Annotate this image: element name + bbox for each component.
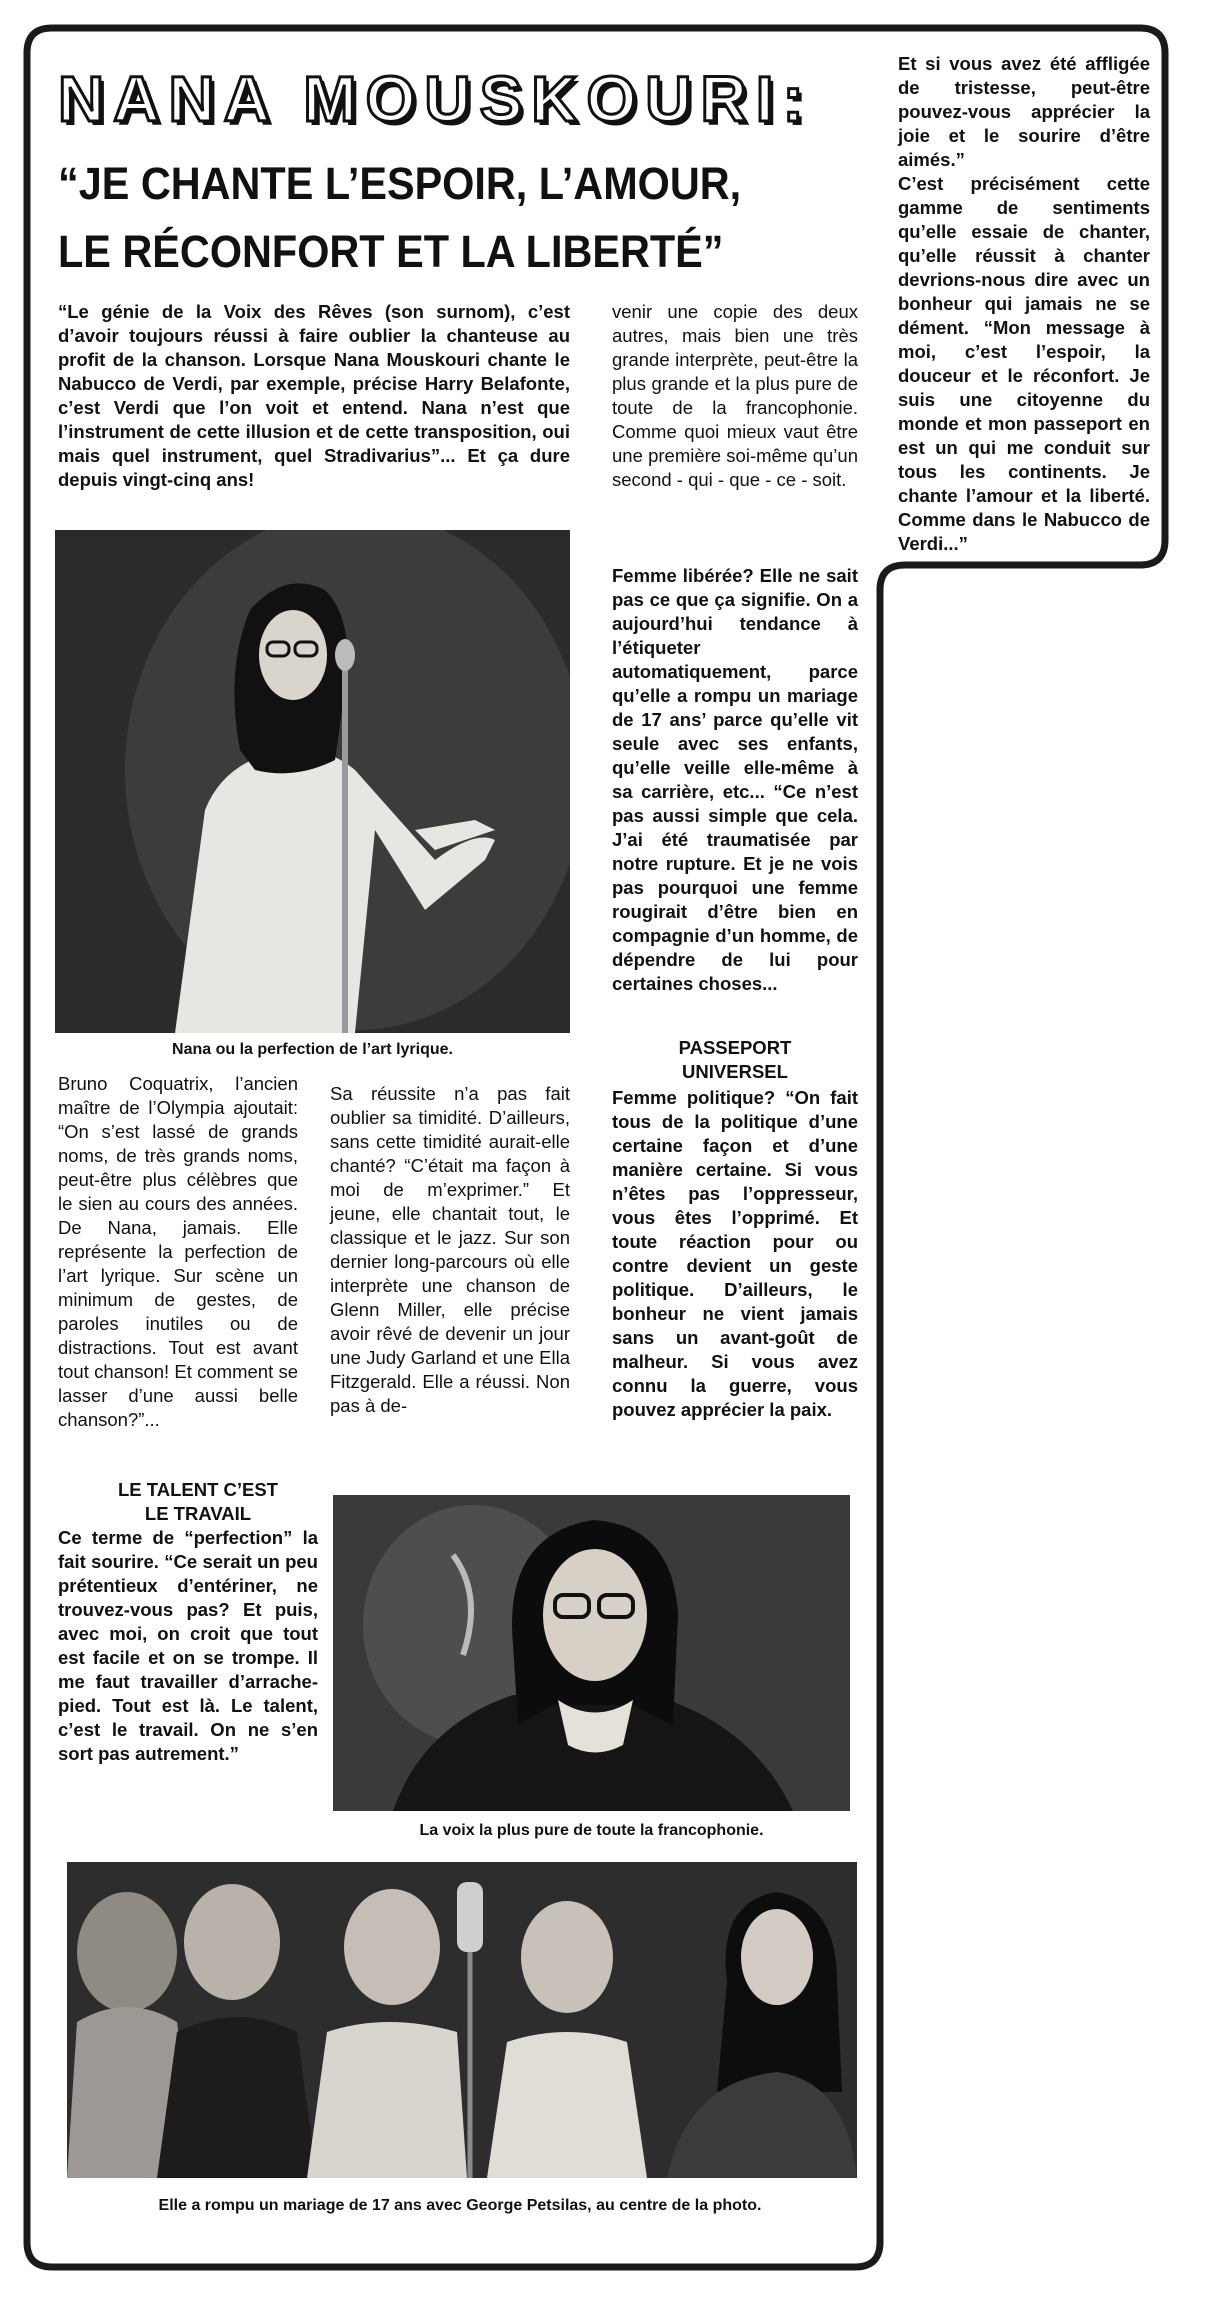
- heading-talent: LE TALENT C’EST LE TRAVAIL: [118, 1479, 278, 1524]
- femme-politique-paragraph: Femme politique? “On fait tous de la politique d’une certaine façon et d’une manière certaine. Si vous n’êtes pas l’oppresseur, vous êtes l’opprimé. Et toute réaction pour ou contre devient un geste politique. D’ailleurs, le bonheur ne vient jamais sans un avant-goût de malheur. Si vous avez connu la guerre, vous pouvez apprécier la paix.: [612, 1087, 858, 1420]
- reussite-paragraph: Sa réussite n’a pas fait oublier sa timidité. D’ailleurs, sans cette timidité aurait-elle chanté? “C’était ma façon à moi de m’exprimer.” Et jeune, elle chantait tout, le classique et le jazz. Sur son dernier long-parcours où elle interprète une chanson de Glenn Miller, elle précise avoir rêvé de devenir un jour une Judy Garland et une Ella Fitzgerald. Elle a réussi. Non pas à de-: [330, 1083, 570, 1416]
- caption-photo-3: Elle a rompu un mariage de 17 ans avec George Petsilas, au centre de la photo.: [158, 2197, 762, 2214]
- photo-group-studio-image: [67, 1862, 857, 2178]
- talent-paragraph: Ce terme de “perfection” la fait sourire. “Ce serait un peu prétentieux d’entériner, ne trouvez-vous pas? Et puis, avec moi, on croit que tout est facile et on se trompe. Il me faut travailler d’arrache-pied. Tout est là. Le talent, c’est le travail. On ne s’en sort pas autrement.”: [58, 1527, 318, 1764]
- right-column-para-2: C’est précisément cette gamme de sentiments qu’elle essaie de chanter, qu’elle réussit à chanter devrions-nous dire avec un bonheur qui jamais ne se dément. “Mon message à moi, c’est l’espoir, la douceur et le réconfort. Je suis une citoyenne du monde et mon passeport en est un qui me conduit sur tous les continents. Je chante l’amour et la liberté. Comme dans le Nabucco de Verdi...”: [898, 173, 1150, 554]
- heading-passeport: PASSEPORT UNIVERSEL: [678, 1037, 792, 1082]
- intro-paragraph: “Le génie de la Voix des Rêves (son surnom), c’est d’avoir toujours réussi à faire oublier la chanteuse au profit de la chanson. Lorsque Nana Mouskouri chante le Nabucco de Verdi, par exemple, précise Harry Belafonte, c’est Verdi que l’on voit et entend. Nana n’est que l’instrument de cette illusion et de cette transposition, oui mais quel instrument, quel Stradivarius”... Et ça dure depuis vingt-cinq ans!: [58, 301, 570, 490]
- middle-column-top: venir une copie des deux autres, mais bien une très grande interprète, peut-être la plus grande et la plus pure de toute de la francophonie. Comme quoi mieux vaut être une première soi-même qu’un second - qui - que - ce - soit.: [612, 301, 858, 490]
- photo-group-studio: [67, 1862, 857, 2178]
- photo-nana-singing: [55, 530, 570, 1033]
- femme-liberee-paragraph: Femme libérée? Elle ne sait pas ce que ça signifie. On a aujourd’hui tendance à l’étiqueter automatiquement, parce qu’elle a rompu un mariage de 17 ans’ parce qu’elle vit seule avec ses enfants, qu’elle veille elle-même à sa carrière, etc... “Ce n’est pas aussi simple que cela. J’ai été traumatisée par notre rupture. Et je ne vois pas pourquoi une femme rougirait d’être bien en compagnie d’un homme, de dépendre de lui pour certaines choses...: [612, 565, 858, 994]
- photo-nana-singing-image: [55, 530, 570, 1033]
- caption-photo-2: La voix la plus pure de toute la francophonie.: [419, 1822, 764, 1839]
- bruno-paragraph: Bruno Coquatrix, l’ancien maître de l’Olympia ajoutait: “On s’est lassé de grands noms, de très grands noms, peut-être plus célèbres que le sien au cours des années. De Nana, jamais. Elle représente la perfection de l’art lyrique. Sur scène un minimum de gestes, de paroles inutiles ou de distractions. Tout est avant tout chanson! Et comment se lasser d’une aussi belle chanson?”...: [58, 1073, 298, 1430]
- photo-nana-portrait-image: [333, 1495, 850, 1811]
- right-column-para-1: Et si vous avez été affligée de tristesse, peut-être pouvez-vous apprécier la joie et le sourire d’être aimés.”: [898, 53, 1150, 170]
- photo-nana-portrait: [333, 1495, 850, 1811]
- headline-subtitle: “JE CHANTE L’ESPOIR, L’AMOUR, LE RÉCONFORT ET LA LIBERTÉ”: [58, 158, 742, 277]
- headline-title: NANA MOUSKOURI:: [58, 63, 813, 135]
- caption-photo-1: Nana ou la perfection de l’art lyrique.: [172, 1041, 453, 1058]
